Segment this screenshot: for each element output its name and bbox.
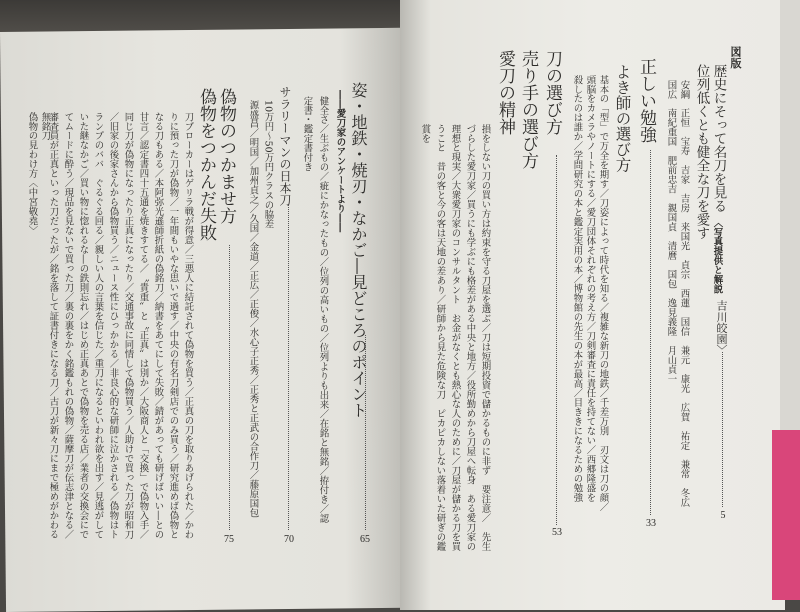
toc-summary-line: 甘言／認定書四十五通を焼きすてる／〝貴重〟と〝正真〟は別か／大阪商人と「交換」で偽物入手／ — [137, 112, 149, 540]
dot-leader — [722, 352, 723, 507]
sword-names: 安綱 正恒 宝寿 吉家 吉房 来国光 貞宗 西蓮 国信 兼元 康光 広賀 祐定 兼常 冬広 — [678, 80, 690, 508]
dot-leader — [365, 335, 366, 530]
toc-entry-title: 位列低くとも健全な刀を愛す — [693, 64, 710, 240]
dot-leader — [556, 155, 557, 525]
toc-summary-line: 刀ブローカーはゲリラ戦が得意／三悪人に結託されて偽物を買う／正真の刀を取りあげられた／かわ — [182, 112, 194, 540]
toc-summary-line: 源盛昌／明国／加州貞之／久国／金道／正広／正俊／水心子正秀／正秀と正武の合作刀／藤原国包 — [247, 100, 259, 518]
page-number: 65 — [360, 534, 370, 545]
section-title: 売り手の選び方 — [518, 50, 538, 169]
page-number: 33 — [646, 518, 656, 529]
toc-summary-line: ランプのババ ぐるぐる回る／親しい人の言葉を信じた／重刀になるといわれ欲を出す／見逃がして — [92, 112, 104, 540]
sword-names: 国広 南紀重国 肥前忠吉 親国貞 清麿 国包 逸見義隆 月山貞一 — [665, 80, 677, 384]
toc-summary-line: 基本の「型」で万全を期す／刀姿によって時代を知る／複雑な新刀の地鉄／千差万別 刃文は刀の顔／ — [597, 75, 609, 512]
toc-summary-line: 同じ刀が偽物になったり正真になったり／交通事故に同情して偽物買う／人助けで買った刀が昭和刀 — [122, 112, 134, 540]
toc-summary-line: 健全さ／生ぶもの／疵にかなったもの／位列の高いもの／位列よりも出来／在銘と無銘／拵付き／認 — [317, 96, 329, 524]
toc-summary-line: 殺したのは誰か／学問研究の本と鑑定実用の本／博物館の先生の本が最高／目ききになるための勉強 — [571, 75, 583, 503]
section-title: よき師の選び方 — [613, 64, 632, 173]
toc-summary-line: 偽物の見わけ方〈中宮敬堯〉 — [26, 112, 38, 236]
toc-summary-line: なる刀もある／本阿弥光遜師折紙の偽銘刀／納書をあてにして失敗／錆があっても研げばいい―との — [152, 112, 164, 540]
section-title: 愛刀の精神 — [495, 50, 515, 135]
chapter-title: サラリーマンの日本刀 — [278, 86, 292, 206]
chapter-title: 刀の選び方 — [542, 50, 562, 135]
dot-leader — [650, 150, 651, 515]
page-number: 70 — [284, 534, 294, 545]
toc-summary-line: 理想と現実／大衆愛刀家のコンサルタント お金がなくとも熱心な人のために／刀屋が儲かる刀を買 — [449, 124, 461, 552]
toc-summary-line: 賞を — [419, 124, 431, 143]
toc-summary-line: 無銘刀 — [39, 112, 51, 141]
chapter-title: 正しい勉強 — [636, 58, 656, 143]
subsection-title: 10万円～50万円クラスの脇差 — [262, 100, 274, 229]
toc-summary-line: りに預った刀が偽物／一年間もいやな思いで過す／中央の有名刀剣店でのみ買う／研究進めば偽物と — [167, 112, 179, 540]
toc-summary-line: 審査員が正真といった刀だったが／銘を落して証書付きになる刀／古刀が新々刀にまで極めがかわる — [47, 112, 59, 540]
toc-summary-line: づらした愛刀家／買うにも学ぶにも格差がある中央と地方／役所勤めから刀屋へ転身 ある愛刀家の — [464, 124, 476, 552]
dot-leader — [288, 205, 289, 530]
toc-summary-line: てムードに酔う／現品を見ないで買った刀／裏の裏をかく銘鑑もれの偽物／薩摩刀が伝志津となる／ — [62, 112, 74, 540]
survey-subtitle: ――愛刀家のアンケートより―― — [334, 90, 346, 233]
dot-leader — [229, 245, 230, 530]
section-label-figures: 図版 — [729, 46, 742, 69]
toc-summary-line: 損をしない刀の買い方は約束を守る刀屋を選ぶ／刀は短期投資で儲かるものに非ず 要注意／ 先生 — [479, 124, 491, 552]
chapter-title: 偽物をつかんだ失敗 — [196, 88, 216, 241]
page-number: 5 — [720, 510, 726, 521]
page-number: 53 — [552, 527, 562, 538]
page-number: 75 — [224, 534, 234, 545]
toc-summary-line: いた継なかご／買い物に惚れるな―の鉄則忘れ／はじめ正真あとで偽物を売る店／業者の交換会にで — [77, 112, 89, 540]
toc-summary-line: 定書・鑑定書付き — [301, 96, 313, 172]
chapter-title: 偽物のつかませ方 — [216, 88, 236, 224]
toc-summary-line: 頭脳をカメラやノートにする／愛刀団体それぞれの考え方／刀剣審査に責任を持てない／西郷隆盛を — [584, 75, 596, 503]
toc-entry-author: 吉川皎園〉 — [715, 300, 728, 356]
toc-entry-subtitle: 〈写真提供と解説 — [711, 218, 723, 294]
toc-summary-line: ／旧家の後家さんから偽物買う／ニュース性にひっかかる／非良心的な研師に泣かされる／偽物はト — [107, 112, 119, 540]
toc-summary-line: うこと 昔の客と今の客は天地の差あり／研師から見た危険な刀 ピカピカしない落着いた研ぎの鑑 — [434, 124, 446, 552]
toc-entry-title: 歴史にそって名刀を見る — [710, 64, 727, 213]
pink-object — [772, 430, 800, 600]
chapter-title: 姿・地鉄・焼刃・なかご―見どころのポイント — [349, 82, 368, 418]
